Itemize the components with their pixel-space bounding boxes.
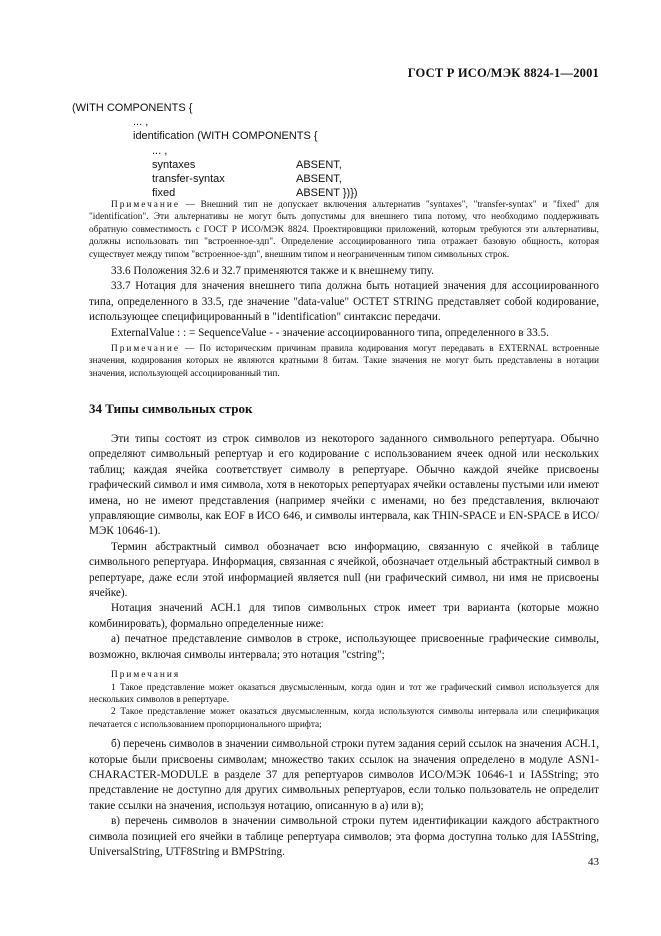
asn-line-3: identification (WITH COMPONENTS { [133,130,318,142]
block-34 [89,432,599,860]
note-external-type [89,199,599,261]
note-2: 2 Такое представление может оказаться двусмысленным, когда используются символы интервала или спецификация печатается с использованием пропорционального шрифта; [89,707,599,730]
para-intro: Эти типы состоят из строк символов из некоторого заданного символьного репертуара. Обычно определяют символьный репертуар и его кодирование с использованием ячеек одной или нескольких таблиц; каждая ячейка соответствует символу в репертуаре. Обычно каждой ячейке присвоены графический символ и имя символа, хотя в некоторых репертуарах ячейки оставлены пустыми или имеют имена, но не имеют представления (например ячейки с именами, но без представления, включают управляющие символы, как EOF в ИСО 646, и символы интервала, как THIN-SPACE и EN-SPACE в ИСО/МЭК 10646-1). [89,433,599,538]
asn-value-syntaxes: ABSENT, [296,159,342,171]
asn-field-syntaxes: syntaxes [152,159,196,171]
para-33-6: 33.6 Положения 32.6 и 32.7 применяются также и к внешнему типу. [111,265,434,278]
asn-line-1: (WITH COMPONENTS { [72,102,193,114]
item-b: б) перечень символов в значении символьной строки путем задания серий ссылок на значения АСН.1, которые были присвоены символам; множество таких ссылок на значения определено в модуле ASN1-CHARACTER-MODULE в разделе 37 для репертуаров символов ИСО/МЭК 10646-1 и IA5String; это представление не доступно для других символьных репертуаров, если только пользователь не определит такие ссылки на значения, используя нотацию, описанную в а) или в); [89,738,599,812]
item-a: а) печатное представление символов в строке, использующее присвоенные графические символы, возможно, включая символы интервала; это нотация "cstring"; [89,633,599,661]
note-label: Примечание [111,200,180,210]
notes-label: Примечания [111,670,181,681]
para-notation: Нотация значений АСН.1 для типов символьных строк имеет три варианта (которые можно комбинировать), формально определенные ниже: [89,602,599,630]
para-abstract-char: Термин абстрактный символ обозначает всю информацию, связанную с ячейкой в таблице символьного репертуара. Информация, связанная с ячейкой, обозначает отдельный абстрактный символ в репертуаре, даже если этой информацией является null (ни графический символ, ни имя не присвоены ячейке). [89,540,599,600]
para-33-7: 33.7 Нотация для значения внешнего типа должна быть нотацией значения для ассоциированного типа, определенного в 33.5, где значение "data-value" OCTET STRING представляет собой кодирование, использующее специфицированный в "identification" синтаксис передачи. [89,280,599,324]
external-value-notation: ExternalValue : : = SequenceValue - - значение ассоциированного типа, определенного в 33.5. [111,326,549,339]
note-text: — По историческим причинам правила кодирования могут передавать в EXTERNAL встроенные значения, кодирования которых не являются кратными 8 битам. Такие значения не могут быть представлены в нотации значения, использующей ассоциированный тип. [89,344,599,379]
block-33 [89,199,599,380]
note-label: Примечание [111,344,180,355]
note-1: 1 Такое представление может оказаться двусмысленным, когда один и тот же графический символ используется для нескольких символов в репертуаре. [89,682,599,705]
note-historical [89,343,599,380]
section-heading: 34 Типы символьных строк [89,401,253,416]
asn-value-fixed: ABSENT })}) [296,187,358,199]
note-text: — Внешний тип не допускает включения альтернатив "syntaxes", "transfer-syntax" и "fixed" для "identification". Эти альтернативы не могут быть допустимы для внешнего типа потому, что необходимо поддерживать обратную совместимость с ГОСТ Р ИСО/МЭК 8824. Проектировщики приложений, которым требуются эти альтернативы, должны использовать тип "встроенное-здп". Определение ассоциированного типа отражает базовую общность, которая существует между типом "встроенное-здп", внешним типом и неограниченным типом символьных строк. [89,200,599,260]
asn-field-transfer-syntax: transfer-syntax [152,173,225,185]
asn-value-transfer-syntax: ABSENT, [296,173,342,185]
asn-line-2: ... , [133,116,149,128]
asn-field-fixed: fixed [152,187,176,199]
page-number: 43 [588,856,599,868]
running-header: ГОСТ Р ИСО/МЭК 8824-1—2001 [407,66,599,80]
item-c: в) перечень символов в значении символьной строки путем идентификации каждого абстрактного символа позицией его ячейки в таблице репертуара символов; эта форма доступна только для IA5String, UniversalString, UTF8String и BMPString. [89,815,599,858]
asn-line-4: ... , [152,145,168,157]
